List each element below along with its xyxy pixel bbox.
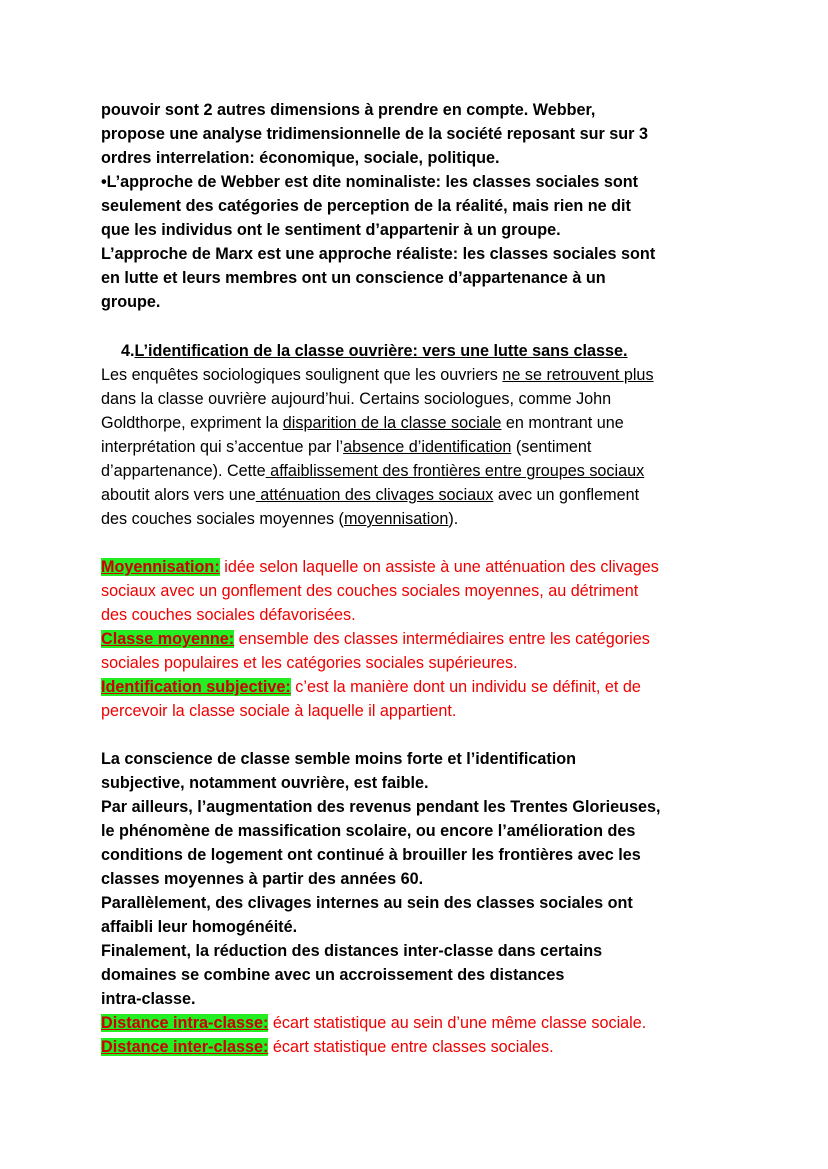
text-line: seulement des catégories de perception de la réalité, mais rien ne dit <box>101 197 631 215</box>
definition-term: Distance intra-classe: <box>101 1014 269 1032</box>
definition-term: Distance inter-classe: <box>101 1038 269 1056</box>
text-line: Par ailleurs, l’augmentation des revenus pendant les Trentes Glorieuses, <box>101 798 661 816</box>
conclusion-paragraph <box>101 747 741 1011</box>
text-line <box>101 435 741 459</box>
text-line: ordres interrelation: économique, sociale, politique. <box>101 149 500 167</box>
underlined-text: absence d’identification <box>343 438 512 456</box>
text-line <box>101 507 741 531</box>
text-line: domaines se combine avec un accroissement des distances <box>101 966 565 984</box>
section-number: 4. <box>121 342 135 360</box>
intro-paragraph <box>101 98 741 314</box>
definition-text: c’est la manière dont un individu se définit, et de <box>290 678 641 696</box>
definition-line: sociaux avec un gonflement des couches sociales moyennes, au détriment <box>101 582 639 600</box>
definition-line <box>101 627 741 651</box>
text-span: aboutit alors vers une <box>101 486 256 504</box>
definitions-block-distances <box>101 1011 741 1059</box>
definition-term: Classe moyenne: <box>101 630 235 648</box>
definition-text: idée selon laquelle on assiste à une atténuation des clivages <box>219 558 659 576</box>
definition-line <box>101 1035 741 1059</box>
text-line: conditions de logement ont continué à brouiller les frontières avec les <box>101 846 641 864</box>
text-line: pouvoir sont 2 autres dimensions à prendre en compte. Webber, <box>101 101 596 119</box>
text-line: La conscience de classe semble moins forte et l’identification <box>101 750 576 768</box>
text-line: dans la classe ouvrière aujourd’hui. Certains sociologues, comme John <box>101 390 612 408</box>
text-line: intra-classe. <box>101 990 196 1008</box>
definition-term: Identification subjective: <box>101 678 291 696</box>
section-heading <box>121 339 761 363</box>
text-span: d’appartenance). Cette <box>101 462 266 480</box>
definition-line: des couches sociales défavorisées. <box>101 606 356 624</box>
definition-line: sociales populaires et les catégories sociales supérieures. <box>101 654 518 672</box>
underlined-text: moyennisation <box>343 510 449 528</box>
underlined-text: affaiblissement des frontières entre groupes sociaux <box>265 462 645 480</box>
body-paragraph <box>101 363 741 531</box>
underlined-text: disparition de la classe sociale <box>282 414 502 432</box>
text-span: ). <box>448 510 459 528</box>
text-line <box>101 411 741 435</box>
text-line: que les individus ont le sentiment d’appartenir à un groupe. <box>101 221 561 239</box>
text-line: propose une analyse tridimensionnelle de la société reposant sur sur 3 <box>101 125 648 143</box>
text-span: (sentiment <box>511 438 592 456</box>
text-span: Les enquêtes sociologiques soulignent que les ouvriers <box>101 366 503 384</box>
text-line: subjective, notamment ouvrière, est faible. <box>101 774 429 792</box>
text-line: le phénomène de massification scolaire, ou encore l’amélioration des <box>101 822 636 840</box>
text-span: Goldthorpe, expriment la <box>101 414 283 432</box>
definition-text: écart statistique entre classes sociales. <box>268 1038 554 1056</box>
text-span: interprétation qui s’accentue par l’ <box>101 438 344 456</box>
text-span: en montrant une <box>501 414 624 432</box>
definitions-block <box>101 555 741 723</box>
definition-text: ensemble des classes intermédiaires entre les catégories <box>234 630 650 648</box>
text-line: Parallèlement, des clivages internes au sein des classes sociales ont <box>101 894 633 912</box>
text-span: avec un gonflement <box>493 486 640 504</box>
section-title: L’identification de la classe ouvrière: vers une lutte sans classe. <box>134 342 628 360</box>
text-line: en lutte et leurs membres ont un conscience d’appartenance à un <box>101 269 606 287</box>
underlined-text: ne se retrouvent plus <box>502 366 654 384</box>
definition-line <box>101 555 741 579</box>
text-line <box>101 483 741 507</box>
text-line: classes moyennes à partir des années 60. <box>101 870 424 888</box>
definition-term: Moyennisation: <box>101 558 220 576</box>
text-line: Finalement, la réduction des distances inter-classe dans certains <box>101 942 603 960</box>
definition-text: écart statistique au sein d’une même classe sociale. <box>268 1014 647 1032</box>
definition-line <box>101 675 741 699</box>
text-line <box>101 363 741 387</box>
definition-line: percevoir la classe sociale à laquelle il appartient. <box>101 702 457 720</box>
text-line: L’approche de Marx est une approche réaliste: les classes sociales sont <box>101 245 656 263</box>
text-line <box>101 459 741 483</box>
text-line: groupe. <box>101 293 161 311</box>
definition-line <box>101 1011 741 1035</box>
underlined-text: atténuation des clivages sociaux <box>255 486 494 504</box>
text-line: affaibli leur homogénéité. <box>101 918 298 936</box>
text-line: •L’approche de Webber est dite nominaliste: les classes sociales sont <box>101 173 639 191</box>
text-span: des couches sociales moyennes ( <box>101 510 344 528</box>
